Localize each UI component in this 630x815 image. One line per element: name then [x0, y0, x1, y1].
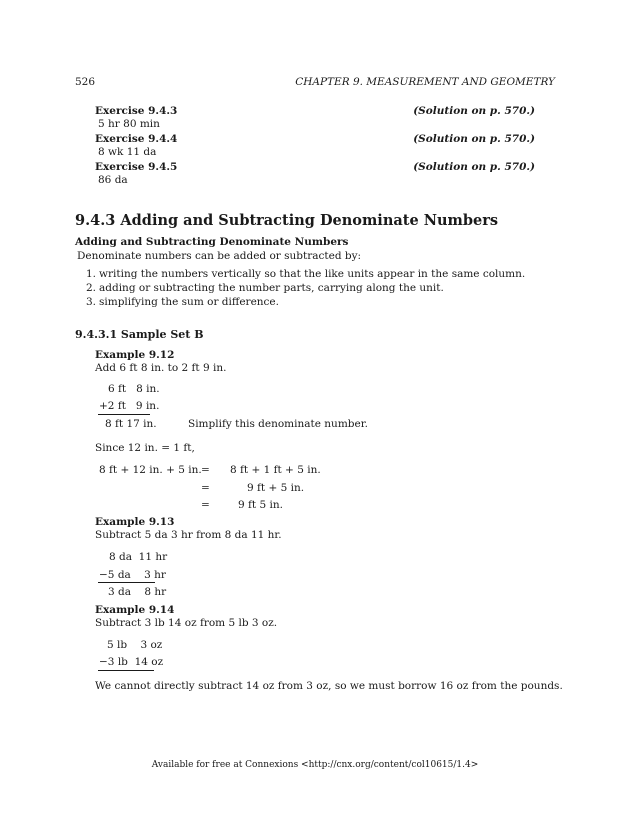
page-number: 526 [75, 76, 96, 88]
equation-lhs: 8 ft + 12 in. + 5 in. [99, 464, 202, 476]
sample-set-heading: 9.4.3.1 Sample Set B [75, 328, 204, 341]
equation-rhs: 8 ft + 1 ft + 5 in. [230, 464, 321, 476]
minuend-row: 5 lb 3 oz [107, 639, 163, 651]
exercise-body: 8 wk 11 da [98, 146, 157, 158]
equals-sign: = [201, 482, 210, 494]
exercise-body: 86 da [98, 174, 128, 186]
list-item-number: 1. [86, 268, 97, 280]
intro-text: Denominate numbers can be added or subtracted by: [77, 250, 362, 262]
borrow-note: We cannot directly subtract 14 oz from 3 oz, so we must borrow 16 oz from the pounds. [95, 680, 563, 692]
chapter-title: CHAPTER 9. MEASUREMENT AND GEOMETRY [295, 76, 555, 88]
sum-rule [98, 414, 150, 415]
sum-note: Simplify this denominate number. [188, 418, 368, 430]
example-title: Example 9.14 [95, 604, 175, 616]
subtrahend-row: −3 lb 14 oz [99, 656, 164, 668]
footer-text: Available for free at Connexions <http://cnx.org/content/col10615/1.4> [151, 760, 479, 770]
list-item: writing the numbers vertically so that the like units appear in the same column. [99, 268, 526, 280]
exercise-body: 5 hr 80 min [98, 118, 160, 130]
exercise-title: Exercise 9.4.4 [95, 133, 178, 145]
difference-rule [98, 670, 154, 671]
exercise-title: Exercise 9.4.5 [95, 161, 178, 173]
example-title: Example 9.13 [95, 516, 175, 528]
list-item-number: 2. [86, 282, 97, 294]
addend-row: +2 ft 9 in. [99, 400, 160, 412]
solution-link[interactable]: (Solution on p. 570.) [413, 161, 535, 173]
section-heading: 9.4.3 Adding and Subtracting Denominate Numbers [75, 212, 499, 229]
example-title: Example 9.12 [95, 349, 175, 361]
example-statement: Add 6 ft 8 in. to 2 ft 9 in. [95, 362, 227, 374]
sum-result: 8 ft 17 in. [105, 418, 157, 430]
solution-link[interactable]: (Solution on p. 570.) [413, 105, 535, 117]
since-text: Since 12 in. = 1 ft, [95, 442, 195, 454]
addend-row: 6 ft 8 in. [108, 383, 160, 395]
equals-sign: = [201, 464, 210, 476]
list-item-number: 3. [86, 296, 97, 308]
list-item: simplifying the sum or difference. [99, 296, 279, 308]
difference-result: 3 da 8 hr [108, 586, 167, 598]
equals-sign: = [201, 499, 210, 511]
equation-rhs: 9 ft 5 in. [238, 499, 283, 511]
equation-rhs: 9 ft + 5 in. [247, 482, 305, 494]
subsection-heading: Adding and Subtracting Denominate Numbers [75, 236, 349, 248]
list-item: adding or subtracting the number parts, carrying along the unit. [99, 282, 444, 294]
minuend-row: 8 da 11 hr [109, 551, 168, 563]
solution-link[interactable]: (Solution on p. 570.) [413, 133, 535, 145]
subtrahend-row: −5 da 3 hr [99, 569, 166, 581]
difference-rule [98, 582, 155, 583]
exercise-title: Exercise 9.4.3 [95, 105, 178, 117]
example-statement: Subtract 5 da 3 hr from 8 da 11 hr. [95, 529, 282, 541]
example-statement: Subtract 3 lb 14 oz from 5 lb 3 oz. [95, 617, 278, 629]
